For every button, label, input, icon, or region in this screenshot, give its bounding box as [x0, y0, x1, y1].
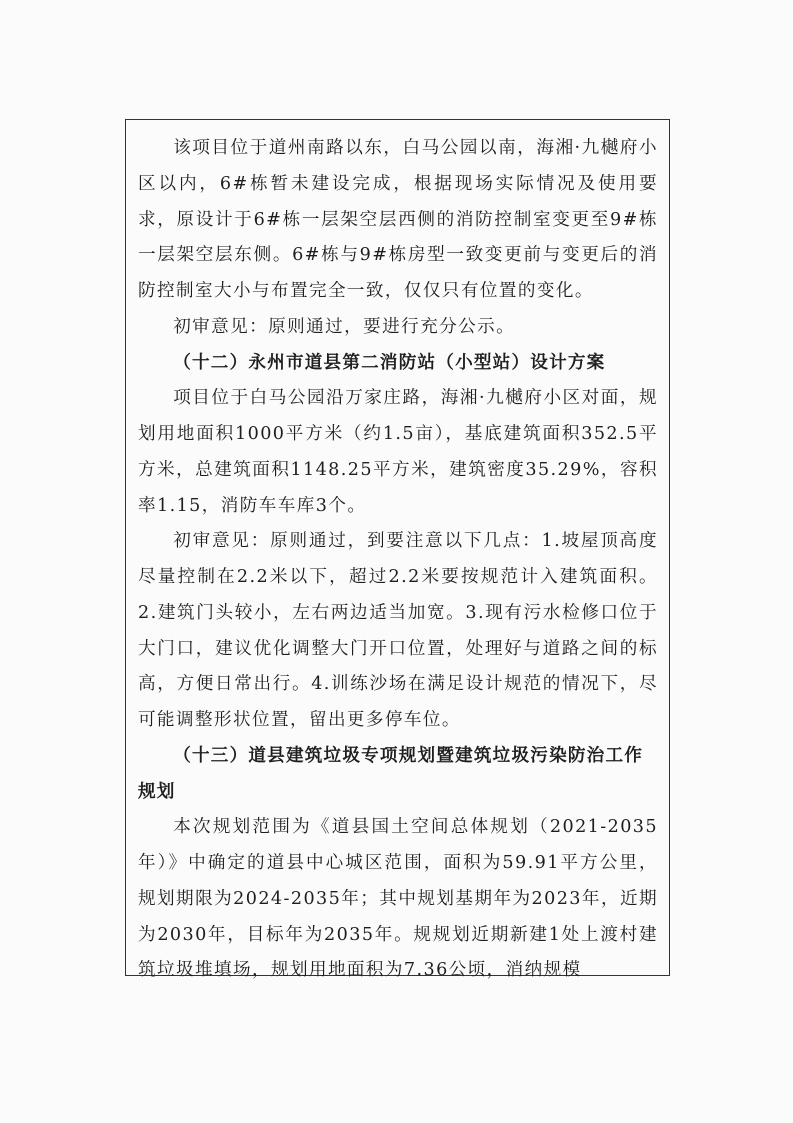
- section12-body: 项目位于白马公园沿万家庄路，海湘·九樾府小区对面，规划用地面积1000平方米（约1.5亩），基底建筑面积352.5平方米，总建筑面积1148.25平方米，建筑密度35.29%，容积率1.15，消防车车库3个。: [138, 388, 658, 516]
- section13-body: 本次规划范围为《道县国土空间总体规划（2021-2035年）》中确定的道县中心城区范围，面积为59.91平方公里，规划期限为2024-2035年；其中规划基期年为2023年，近期为2030年，目标年为2035年。规规划近期新建1处上渡村建筑垃圾堆填场，规划用地面积为7.36公顷，消纳规模: [138, 817, 658, 981]
- section12-title: （十二）永州市道县第二消防站（小型站）设计方案: [173, 352, 606, 373]
- section11-body: 该项目位于道州南路以东，白马公园以南，海湘·九樾府小区以内，6#栋暂未建设完成，根据现场实际情况及使用要求，原设计于6#栋一层架空层西侧的消防控制室变更至9#栋一层架空层东侧。6#栋与9#栋房型一致变更前与变更后的消防控制室大小与布置完全一致，仅仅只有位置的变化。: [138, 138, 658, 301]
- document-body: [138, 131, 658, 989]
- section12-opinion: 初审意见：原则通过，到要注意以下几点：1.坡屋顶高度尽量控制在2.2米以下，超过2.2米要按规范计入建筑面积。2.建筑门头较小，左右两边适当加宽。3.现有污水检修口位于大门口，建议优化调整大门开口位置，处理好与道路之间的标高，方便日常出行。4.训练沙场在满足设计规范的情况下，尽可能调整形状位置，留出更多停车位。: [138, 531, 658, 730]
- section13-title: （十三）道县建筑垃圾专项规划暨建筑垃圾污染防治工作规划: [138, 745, 644, 802]
- section11-opinion: 初审意见：原则通过，要进行充分公示。: [173, 316, 516, 337]
